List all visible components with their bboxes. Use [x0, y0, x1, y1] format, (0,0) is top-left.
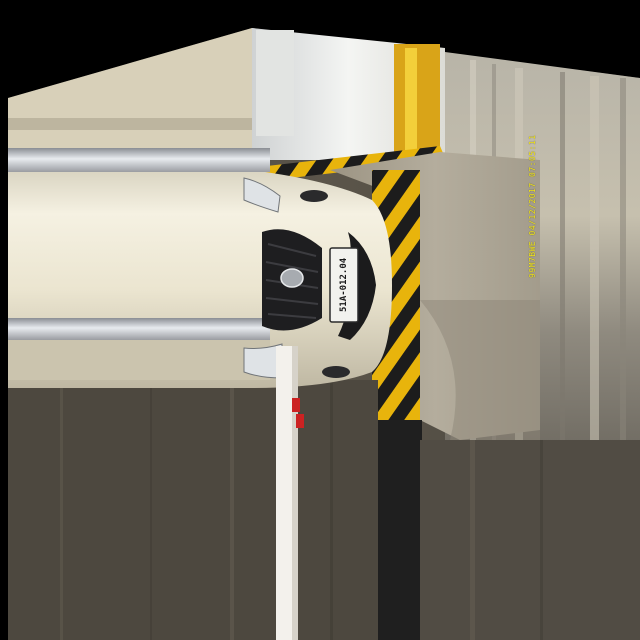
- license-plate-text: 51A-012.04: [339, 257, 349, 313]
- fog-light-top: [300, 190, 328, 202]
- upper-wall-stripe: [8, 118, 252, 130]
- car-lower-panel: [8, 340, 270, 380]
- barrier-stripe-2: [296, 414, 304, 428]
- window-frame: [256, 30, 294, 136]
- camera-timestamp: 99M7BWE 04/12/2017 07:05:11: [528, 134, 537, 278]
- fog-light-bottom: [322, 366, 350, 378]
- post-base: [378, 420, 422, 640]
- car-chrome-top: [8, 148, 270, 172]
- barrier-stripe-1: [292, 398, 300, 412]
- yellow-pillar-highlight: [405, 48, 417, 156]
- floor-right: [420, 440, 640, 640]
- floor-left: [8, 380, 378, 640]
- car-logo: [281, 269, 303, 287]
- car-chrome-bottom: [8, 318, 270, 340]
- barrier-arm-shadow: [292, 346, 298, 640]
